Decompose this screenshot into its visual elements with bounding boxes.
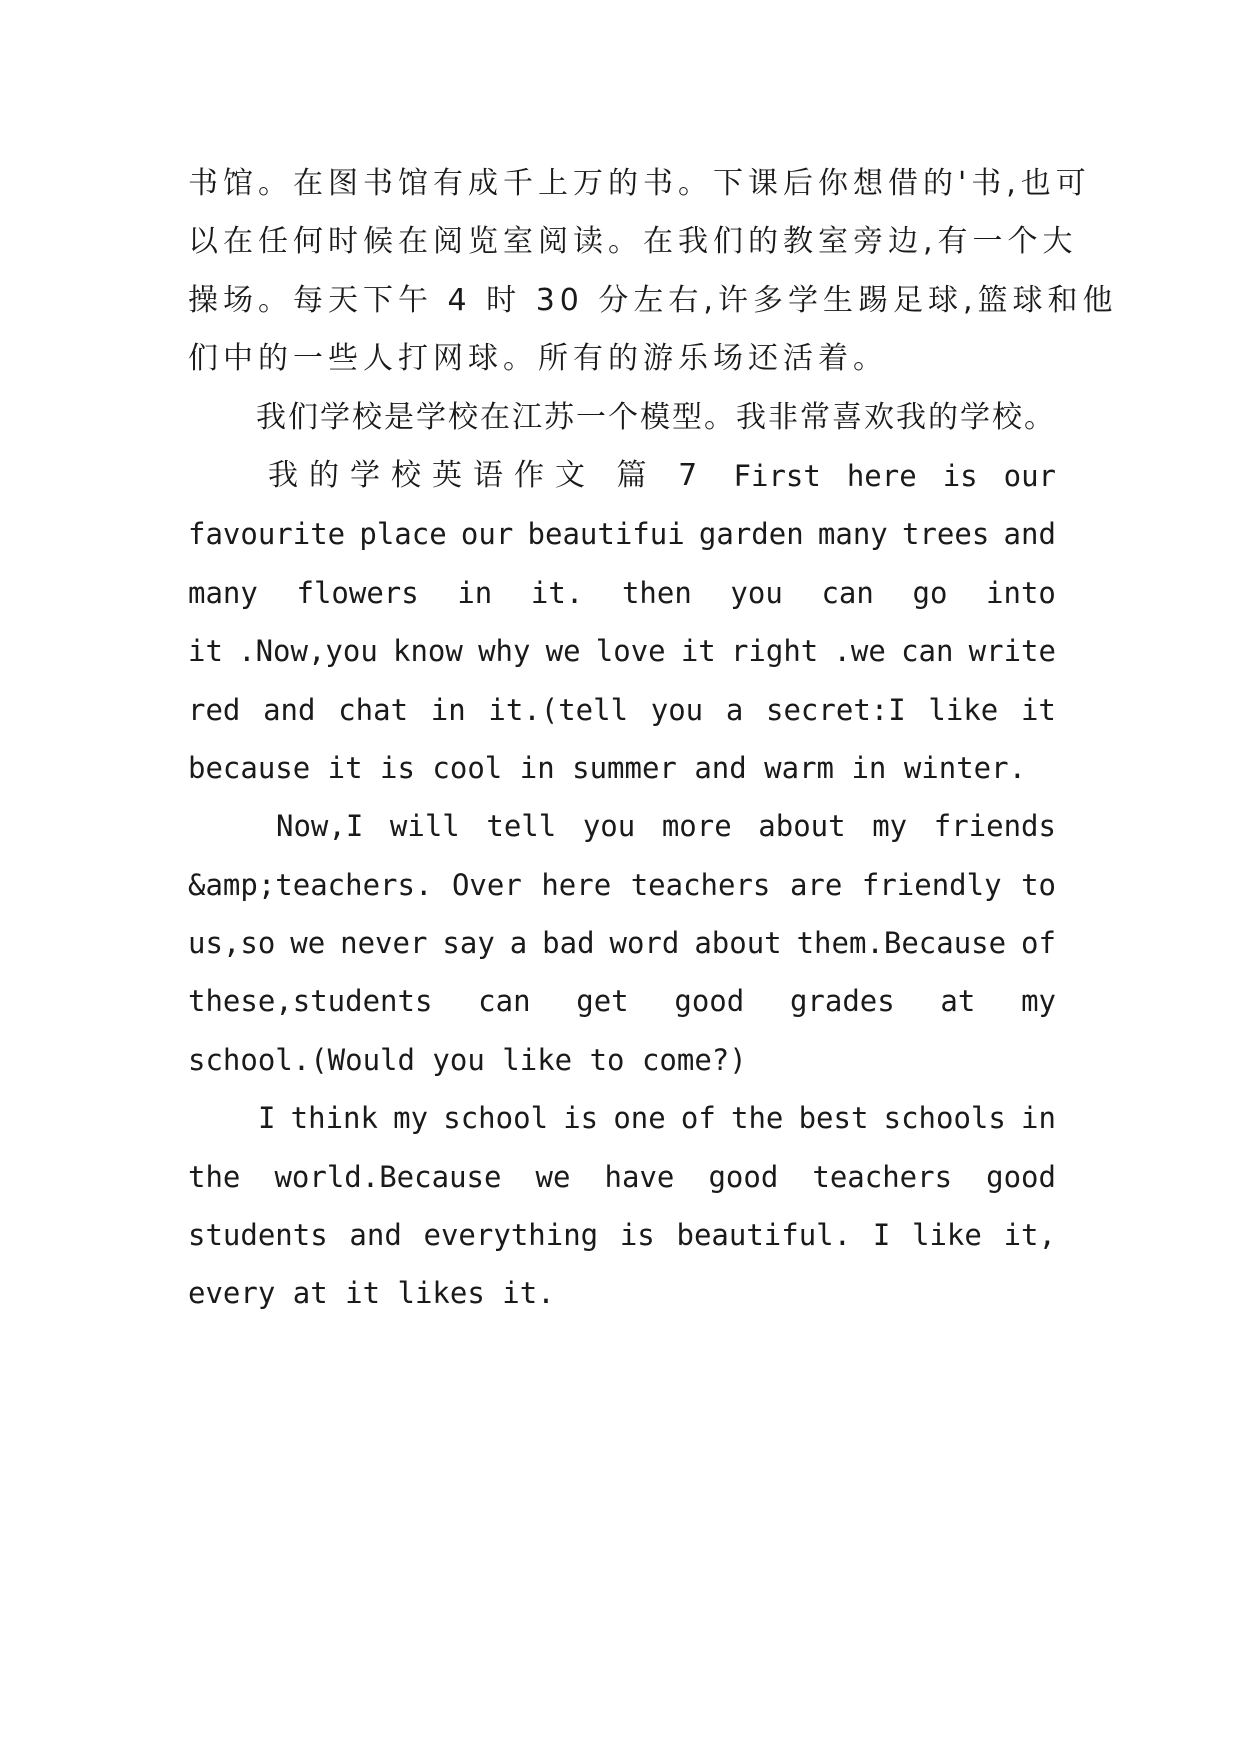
word: a [725,692,744,727]
word: teachers [812,1159,953,1194]
word: many [817,517,888,552]
word: my [872,809,908,844]
text-line [188,914,1056,972]
word: one [613,1101,666,1136]
word: is [619,1218,655,1253]
text-line [188,1148,1056,1206]
word: I [872,1218,891,1253]
heading-title: 我的学校英语作文 篇 7 [268,457,709,493]
word: word [609,926,680,961]
word: love [595,634,666,669]
word: about [758,809,846,844]
word: many [188,575,258,610]
word: here [846,458,917,493]
word: it, [1003,1218,1056,1253]
word: in [1021,1101,1056,1136]
word: you [650,692,704,727]
word: beautiful. [676,1218,852,1253]
word: it [1020,692,1056,727]
word: chat [338,692,409,727]
word: in [457,575,493,610]
word: secret:I [766,692,906,727]
word: more [661,809,732,844]
word: can [821,575,874,610]
word: them.Because [796,926,1007,961]
word: these,students [188,984,433,1019]
word: Over [451,867,522,902]
word: schools [883,1101,1006,1136]
word: First [733,458,821,493]
word: flowers [296,575,419,610]
word: and [1003,517,1056,552]
word: grades [789,984,895,1019]
word: of [680,1101,716,1136]
text-line [188,972,1056,1030]
word: is [563,1101,599,1136]
word: like [928,692,999,727]
word: to [1021,867,1056,902]
word: go [912,575,948,610]
text-line: 我们学校是学校在江苏一个模型。我非常喜欢我的学校。 [256,399,1056,435]
text-line [188,564,1056,622]
word: have [604,1159,675,1194]
word: it. [530,575,584,610]
word: beautifui [527,517,685,552]
text-line: school.(Would you like to come?) [188,1042,747,1077]
word: the [731,1101,784,1136]
word: you [730,575,783,610]
word: think [290,1101,378,1136]
word: we [535,1159,571,1194]
word: at [940,984,976,1019]
word: is [942,458,978,493]
word: place [359,517,447,552]
word: trees [902,517,990,552]
word: like [912,1218,982,1253]
word: it [188,634,223,669]
word: the [188,1159,241,1194]
word: then [621,575,692,610]
word: tell [486,809,557,844]
word: my [393,1101,429,1136]
text-line [188,1089,1056,1147]
text-line [188,797,1056,855]
word: Now,I [276,809,364,844]
text-line: 操场。每天下午 4 时 30 分左右,许多学生踢足球,篮球和他 [188,282,1118,318]
word: &amp;teachers. [188,867,433,902]
word: into [986,575,1056,610]
word: school [443,1101,549,1136]
word: never [340,926,428,961]
word: our [460,517,514,552]
text-line [188,856,1056,914]
word: bad [542,926,595,961]
section-heading [188,447,1056,505]
word: can [478,984,531,1019]
word: of [1021,926,1056,961]
word: it [680,634,716,669]
word: write [968,634,1056,669]
text-line: 书馆。在图书馆有成千上万的书。下课后你想借的'书,也可 [188,166,1091,201]
word: it.(tell [488,692,629,727]
word: good [674,984,745,1019]
word: students [188,1218,328,1253]
word: right [730,634,819,669]
word: know [393,634,463,669]
word: we [290,926,326,961]
word: .we [833,634,886,669]
word: and [263,692,316,727]
word: my [1021,984,1056,1019]
word: us,so [188,926,276,961]
word: friendly [861,867,1002,902]
word: garden [698,517,804,552]
text-line [188,622,1056,680]
word: here [541,867,612,902]
text-line: 以在任何时候在阅览室阅读。在我们的教室旁边,有一个大 [188,224,1078,260]
word: friends [933,809,1056,844]
word: we [545,634,581,669]
text-line [188,505,1056,563]
word: best [798,1101,869,1136]
word: favourite [188,517,346,552]
document-body [188,155,1118,1323]
text-line: 们中的一些人打网球。所有的游乐场还活着。 [188,341,888,377]
word: good [708,1159,779,1194]
text-line: every at it likes it. [188,1276,555,1311]
word: you [582,809,636,844]
word: a [509,926,528,961]
word: about [694,926,782,961]
word: say [442,926,495,961]
word: red [188,692,241,727]
word: will [389,809,460,844]
word: in [430,692,466,727]
word: and [349,1218,402,1253]
word: world.Because [274,1159,502,1194]
word: are [789,867,843,902]
heading-words [734,447,1056,505]
word: our [1003,458,1056,493]
word: I [258,1101,276,1136]
text-line [188,681,1056,739]
text-line: because it is cool in summer and warm in winter. [188,750,1027,785]
word: why [478,634,531,669]
word: can [901,634,954,669]
word: good [986,1159,1056,1194]
word: teachers [630,867,771,902]
word: .Now,you [238,634,378,669]
word: get [576,984,629,1019]
text-line [188,1206,1056,1264]
word: everything [423,1218,599,1253]
